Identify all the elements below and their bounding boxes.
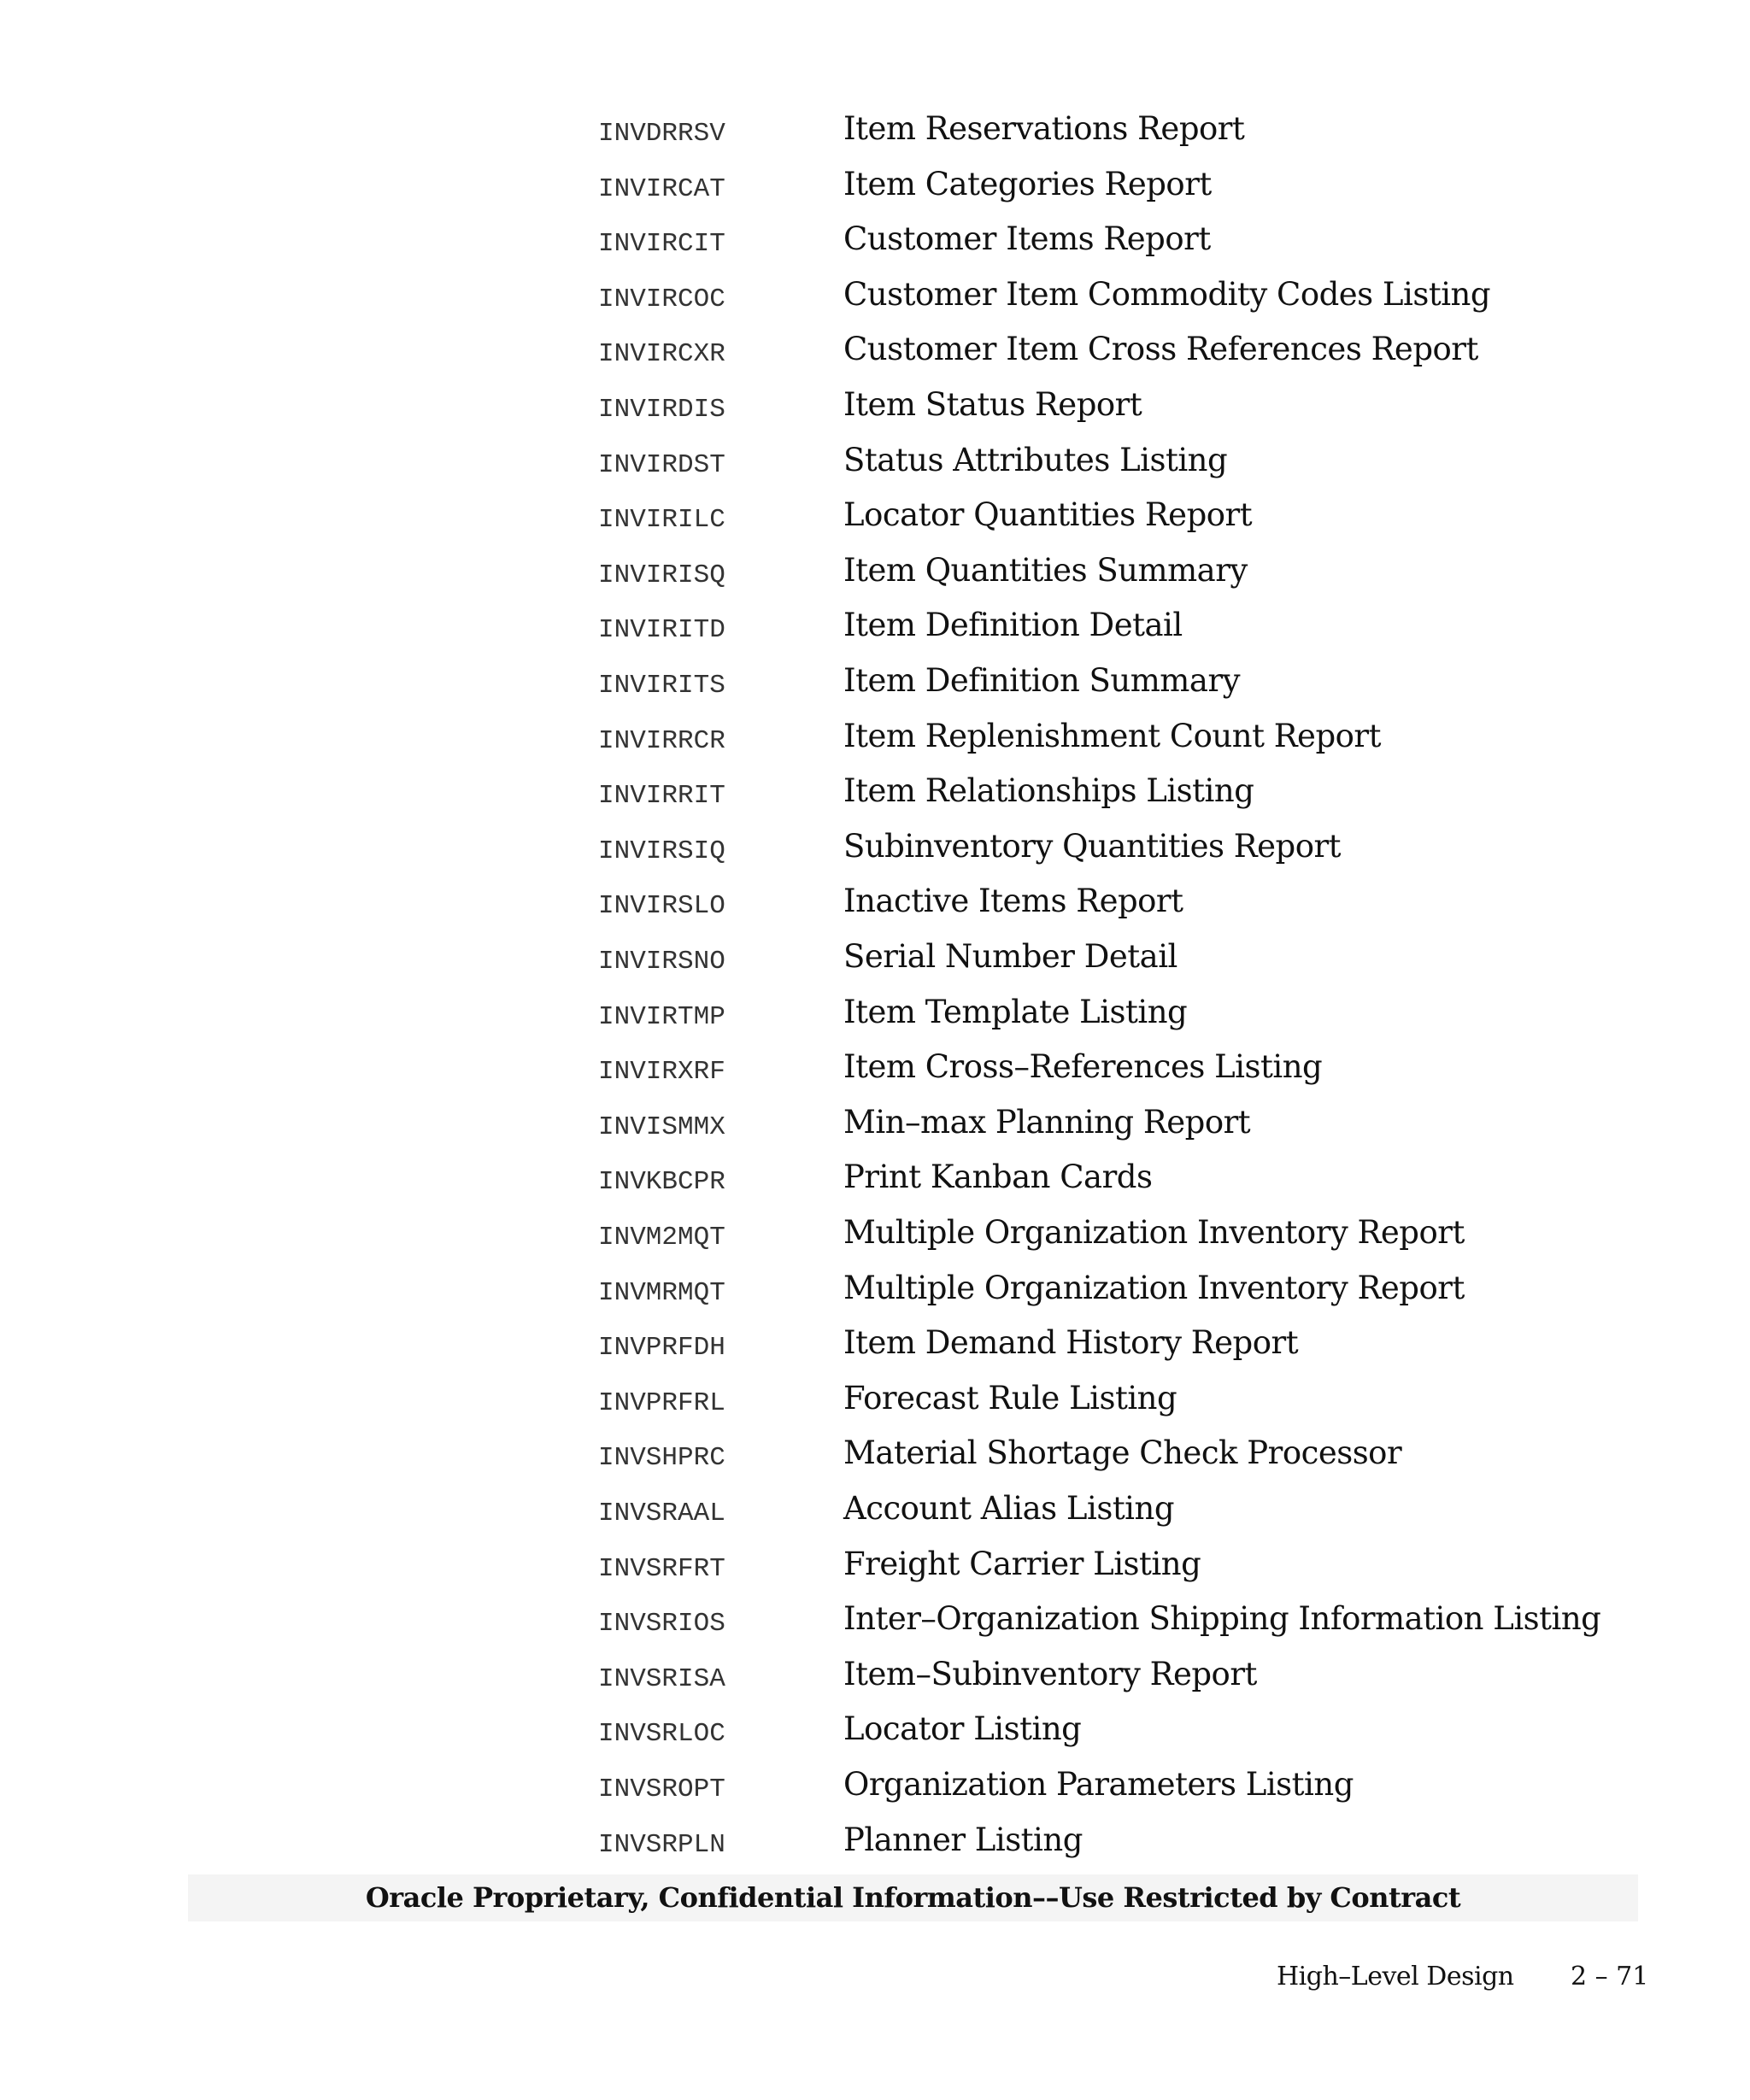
report-code: INVDRRSV (598, 119, 725, 149)
report-description: Inactive Items Report (843, 883, 1183, 920)
report-code: INVIRSLO (598, 891, 725, 922)
report-code: INVSRIOS (598, 1609, 725, 1640)
list-item (0, 107, 1750, 161)
report-description: Item Demand History Report (843, 1324, 1299, 1362)
report-code: INVSRAAL (598, 1499, 725, 1528)
list-item (0, 1431, 1750, 1486)
list-item (0, 935, 1750, 989)
report-code: INVSRFRT (598, 1553, 725, 1584)
list-item (0, 327, 1750, 382)
report-description: Multiple Organization Inventory Report (843, 1269, 1465, 1306)
report-description: Status Attributes Listing (843, 441, 1228, 478)
report-code: INVSRISA (598, 1663, 725, 1694)
report-description: Customer Items Report (843, 220, 1211, 258)
report-code: INVIRCAT (598, 173, 725, 204)
list-item (0, 1652, 1750, 1707)
report-description: Customer Item Commodity Codes Listing (843, 275, 1491, 313)
report-code: INVIRSNO (598, 947, 725, 977)
list-item (0, 1763, 1750, 1817)
report-code: INVIRCOC (598, 284, 725, 314)
report-description: Item Categories Report (843, 165, 1212, 202)
list-item (0, 1376, 1750, 1431)
report-description: Locator Listing (843, 1710, 1082, 1748)
list-item (0, 217, 1750, 272)
report-description: Item Template Listing (843, 993, 1188, 1030)
report-description: Item Status Report (843, 386, 1142, 423)
report-code: INVIRCIT (598, 229, 725, 260)
list-item (0, 383, 1750, 437)
footer-page-number: 2 – 71 (1571, 1962, 1649, 1991)
report-description: Locator Quantities Report (843, 496, 1253, 534)
list-item (0, 1542, 1750, 1597)
report-code: INVIRSIQ (598, 836, 725, 866)
report-code: INVSROPT (598, 1774, 725, 1804)
list-item (0, 1707, 1750, 1762)
report-description: Item Relationships Listing (843, 772, 1254, 810)
report-code: INVPRFDH (598, 1333, 725, 1364)
report-description: Organization Parameters Listing (843, 1766, 1354, 1803)
list-item (0, 438, 1750, 493)
report-description: Item Reservations Report (843, 110, 1245, 147)
report-code: INVIRCXR (598, 339, 725, 370)
list-item (0, 769, 1750, 824)
report-description: Item Quantities Summary (843, 551, 1248, 589)
list-item (0, 990, 1750, 1045)
report-description: Subinventory Quantities Report (843, 827, 1342, 865)
report-code: INVIRTMP (598, 1001, 725, 1032)
report-code: INVIRDIS (598, 395, 725, 425)
report-description: Item Definition Summary (843, 662, 1241, 699)
list-item (0, 1818, 1750, 1873)
report-code: INVIRXRF (598, 1057, 725, 1088)
list-item (0, 1100, 1750, 1155)
list-item (0, 273, 1750, 327)
report-description: Material Shortage Check Processor (843, 1434, 1402, 1472)
list-item (0, 1321, 1750, 1376)
list-item (0, 1487, 1750, 1541)
report-code: INVSRPLN (598, 1829, 725, 1860)
confidential-notice: Oracle Proprietary, Confidential Information––Use Restricted by Contract (365, 1881, 1461, 1914)
list-item (0, 162, 1750, 217)
footer-section-title: High–Level Design (1277, 1962, 1514, 1991)
report-code: INVM2MQT (598, 1223, 725, 1252)
report-code: INVIRISQ (598, 560, 725, 590)
report-description: Serial Number Detail (843, 938, 1177, 975)
report-description: Item Cross–References Listing (843, 1048, 1323, 1086)
report-description: Forecast Rule Listing (843, 1379, 1177, 1417)
report-description: Inter–Organization Shipping Information Listing (843, 1600, 1601, 1638)
report-code: INVIRDST (598, 449, 725, 480)
report-description: Planner Listing (843, 1821, 1083, 1858)
list-item (0, 879, 1750, 934)
list-item (0, 1045, 1750, 1100)
report-description: Account Alias Listing (843, 1490, 1175, 1527)
report-code: INVPRFRL (598, 1387, 725, 1418)
report-code: INVMRMQT (598, 1277, 725, 1308)
report-code: INVIRRCR (598, 725, 725, 756)
report-code: INVISMMX (598, 1112, 725, 1142)
report-description: Multiple Organization Inventory Report (843, 1214, 1465, 1251)
list-item (0, 1266, 1750, 1321)
list-item (0, 1155, 1750, 1210)
report-code: INVIRRIT (598, 781, 725, 812)
list-item (0, 659, 1750, 713)
confidential-banner (188, 1874, 1638, 1921)
report-code: INVSHPRC (598, 1443, 725, 1474)
list-item (0, 493, 1750, 548)
report-description: Item–Subinventory Report (843, 1655, 1257, 1692)
report-code: INVSRLOC (598, 1719, 725, 1750)
list-item (0, 1597, 1750, 1651)
report-code: INVIRILC (598, 505, 725, 536)
report-description: Customer Item Cross References Report (843, 331, 1478, 368)
report-code: INVIRITD (598, 615, 725, 646)
report-description: Item Replenishment Count Report (843, 717, 1381, 754)
report-description: Print Kanban Cards (843, 1159, 1153, 1196)
list-item (0, 548, 1750, 603)
report-code: INVKBCPR (598, 1167, 725, 1198)
list-item (0, 714, 1750, 769)
report-description: Freight Carrier Listing (843, 1545, 1201, 1582)
list-item (0, 824, 1750, 879)
list-item (0, 603, 1750, 658)
report-code: INVIRITS (598, 671, 725, 701)
report-description: Item Definition Detail (843, 607, 1183, 644)
list-item (0, 1211, 1750, 1265)
report-description: Min–max Planning Report (843, 1103, 1251, 1141)
